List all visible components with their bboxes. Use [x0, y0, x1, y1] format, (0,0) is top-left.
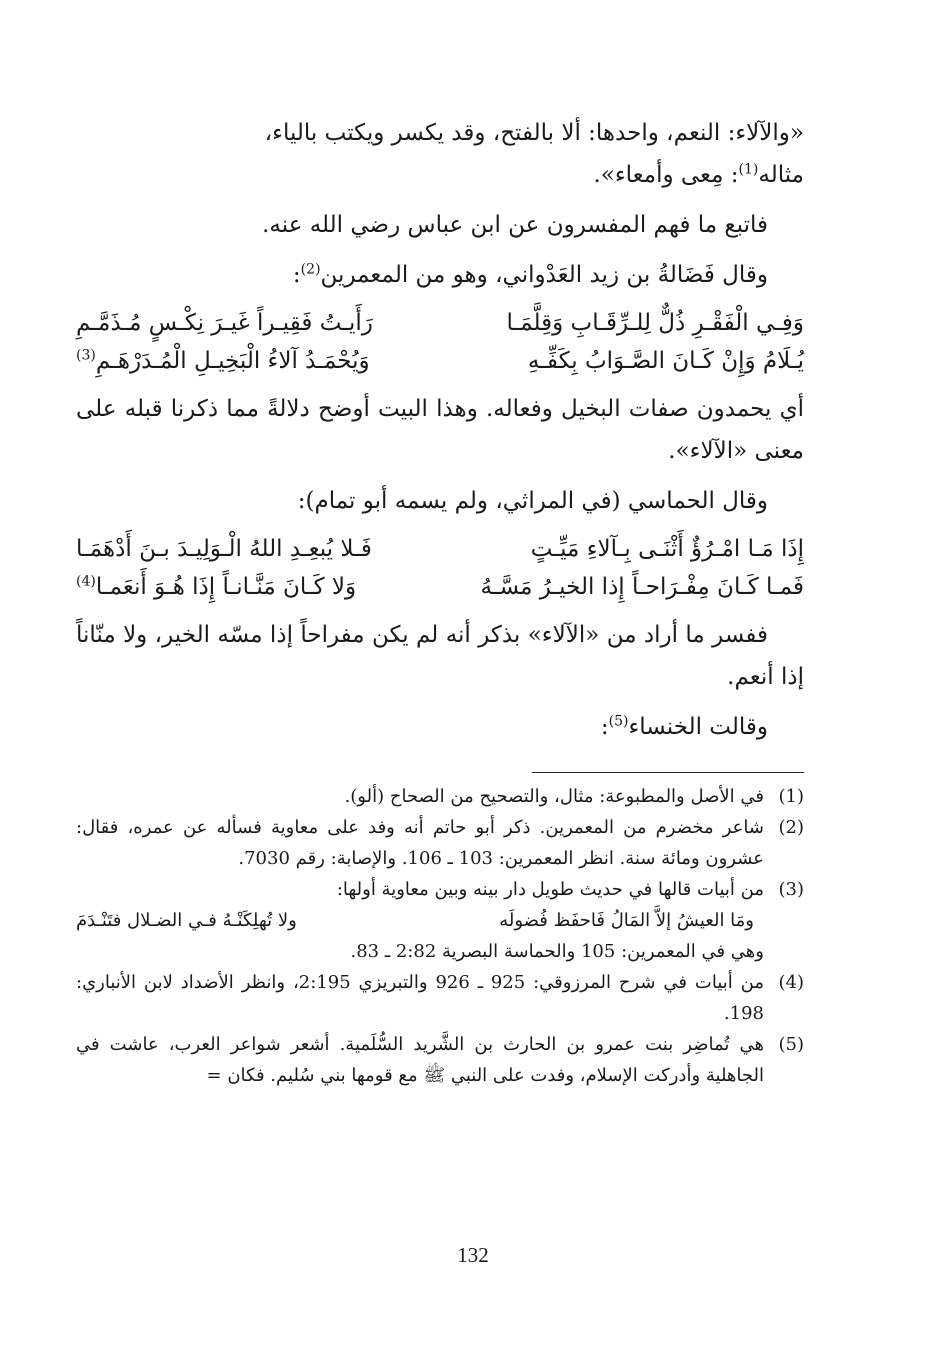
- footnote-item: [76, 781, 804, 812]
- verse-hemistich-first: ومَا العيشُ إلاَّ المَالُ فَاحفَظ فُضولَه: [499, 910, 754, 931]
- footnote-number: (4): [778, 972, 804, 993]
- verse-line: [76, 342, 804, 380]
- footnote-ref: (5): [608, 713, 629, 730]
- verse-hemistich-first: فَمـا كَـانَ مِفْـرَاحـاً إِذا الخيـرُ مَسَّـهُ: [480, 574, 804, 600]
- footnote-number: (1): [778, 786, 804, 807]
- footnote-ref: (3): [76, 347, 96, 364]
- poem-fadala: [76, 304, 804, 380]
- footnote-body: [76, 874, 764, 967]
- footnote-text: في الأصل والمطبوعة: مثال، والتصحيح من الصحاح (ألو).: [344, 786, 764, 807]
- footnote-number: (5): [778, 1034, 804, 1055]
- footnote-item: [76, 812, 804, 874]
- footnote-ref: (2): [300, 261, 321, 278]
- text-line: : مِعى وأمعاء».: [593, 162, 739, 188]
- text-line: مثاله: [758, 162, 804, 188]
- footnotes: [76, 781, 804, 1091]
- page-body: [76, 112, 804, 1091]
- verse-line: [76, 568, 804, 606]
- page-number: 132: [457, 1243, 489, 1267]
- verse-hemistich-second: [76, 568, 418, 606]
- verse-hemistich-first: يُـلَامُ وَإِنْ كَـانَ الصَّـوَابُ بِكَفِّـهِ: [527, 348, 804, 374]
- verse-hemistich-second: [76, 342, 418, 380]
- footnote-ref: (1): [738, 161, 759, 178]
- verse-hemistich-second: ولا تُهلِكَنْـهُ فـي الضـلال فتَنْـدَمَ: [76, 910, 297, 931]
- verse-hemistich-second: فَـلا يُبعِـدِ اللهُ الْـوَلِيـدَ بـنَ أَدْهَمَـا: [76, 536, 372, 562]
- footnote-number: (3): [778, 879, 804, 900]
- paragraph-hamasi-intro: وقال الحماسي (في المراثي، ولم يسمه أبو تمام):: [297, 488, 768, 514]
- verse-hemistich-first: إِذَا مَـا امْـرُؤٌ أَثْنَـى بِـآلاءِ مَيِّـتٍ: [530, 536, 804, 562]
- footnote-text: شاعر مخضرم من المعمرين. ذكر أبو حاتم أنه وفد على معاوية فسأله عن عمره، فقال: عشرون ومائة سنة. انظر المعمرين: 103 ـ 106. والإصابة: رقم 7030.: [76, 817, 764, 869]
- verse-text: وَيُحْمَـدُ آلاءُ الْبَخِيـلِ الْمُـدَرْهَـمِ: [95, 348, 370, 374]
- verse-hemistich-second: رَأَيـتُ فَقِيـراً غَيـرَ نِكْـسٍ مُـذَمَّـمِ: [76, 310, 373, 336]
- verse-line: [76, 530, 804, 568]
- footnote-text: من أبيات قالها في حديث طويل دار بينه وبين معاوية أولها:: [336, 879, 764, 900]
- paragraph-interpretation: ففسر ما أراد من «الآلاء» بذكر أنه لم يكن مفراحاً إذا مسّه الخير، ولا منّاناً إذا أنعم.: [76, 622, 804, 690]
- verse-text: وَلا كَـانَ مَنَّـانـاً إِذَا هُـوَ أَنعَمـا: [95, 574, 357, 600]
- footnote-ref: (4): [76, 573, 96, 590]
- text-line: :: [292, 262, 301, 288]
- paragraph-ibn-abbas: فاتبع ما فهم المفسرون عن ابن عباس رضي الله عنه.: [262, 212, 768, 238]
- paragraph-khansa-intro: [76, 706, 804, 748]
- footnote-item: [76, 874, 804, 967]
- text-line: «والآلاء: النعم، واحدها: ألا بالفتح، وقد يكسر ويكتب بالياء،: [264, 120, 804, 146]
- verse-hemistich-first: وَفِـي الْفَقْـرِ ذُلٌّ لِلـرِّقَـابِ وَقِلَّمَـا: [506, 310, 804, 336]
- footnote-text: وهي في المعمرين: 105 والحماسة البصرية 2:82 ـ 83.: [350, 941, 764, 962]
- footnote-text: هي تُماضِر بنت عمرو بن الحارث بن الشَّريد السُّلَمية. أشعر شواعر العرب، عاشت في الجاهلية وأدركت الإسلام، وفدت على النبي ﷺ مع قومها بني سُليم. فكان =: [76, 1034, 764, 1086]
- text-line: وقالت الخنساء: [628, 714, 768, 740]
- footnote-item: [76, 967, 804, 1029]
- footnote-item: [76, 1029, 804, 1091]
- footnote-separator: [532, 772, 804, 773]
- footnote-verse: [76, 905, 764, 936]
- text-line: :: [600, 714, 609, 740]
- paragraph-alaa-definition: [76, 112, 804, 196]
- verse-line: [76, 304, 804, 342]
- text-line: وقال فَضَالةُ بن زيد العَدْواني، وهو من المعمرين: [320, 262, 768, 288]
- paragraph-explanation: أي يحمدون صفات البخيل وفعاله. وهذا البيت أوضح دلالةً مما ذكرنا قبله على معنى «الآلاء».: [76, 396, 804, 464]
- poem-hamasi: [76, 530, 804, 606]
- paragraph-fadala-intro: [76, 254, 804, 296]
- footnote-number: (2): [778, 817, 804, 838]
- footnote-text: من أبيات في شرح المرزوقي: 925 ـ 926 والتبريزي 2:195، وانظر الأضداد لابن الأنباري: 198.: [76, 972, 764, 1024]
